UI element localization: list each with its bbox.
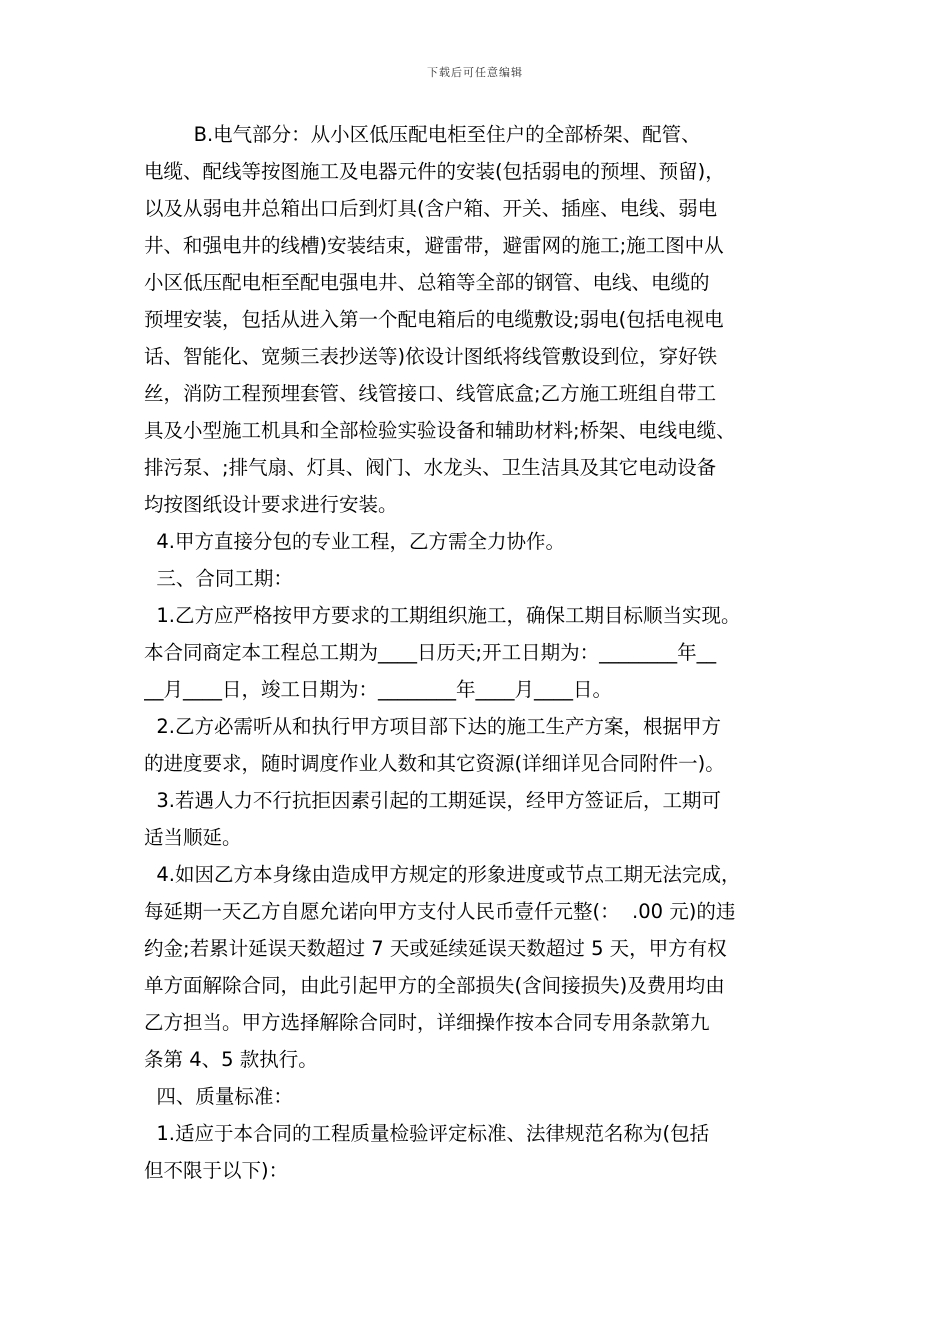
text-line: 1.乙方应严格按甲方要求的工期组织施工，确保工期目标顺当实现。 [144,604,741,627]
text-line: 预埋安装，包括从进入第一个配电箱后的电缆敷设;弱电(包括电视电 [144,308,724,331]
text-line: 的进度要求，随时调度作业人数和其它资源(详细详见合同附件一)。 [144,752,725,775]
text-line: 话、智能化、宽频三表抄送等)依设计图纸将线管敷设到位，穿好铁 [144,345,718,368]
text-line: 排污泵、;排气扇、灯具、阀门、水龙头、卫生洁具及其它电动设备 [144,456,717,479]
text-line: 1.适应于本合同的工程质量检验评定标准、法律规范名称为(包括 [144,1122,710,1145]
document-body [144,116,830,1189]
text-line: 3.若遇人力不行抗拒因素引起的工期延误，经甲方签证后，工期可 [144,789,722,812]
text-line: 井、和强电井的线槽)安装结束，避雷带，避雷网的施工;施工图中从 [144,234,724,257]
text-line: 4.如因乙方本身缘由造成甲方规定的形象进度或节点工期无法完成， [144,863,741,886]
text-line: 丝，消防工程预埋套管、线管接口、线管底盒;乙方施工班组自带工 [144,382,717,405]
text-line: 每延期一天乙方自愿允诺向甲方支付人民币壹仟元整(： .00 元)的违 [144,900,736,923]
text-line: 本合同商定本工程总工期为____日历天;开工日期为：________年__ [144,641,717,664]
page-header: 下载后可任意编辑 [427,66,523,79]
section-heading: 四、质量标准： [144,1085,293,1108]
text-line: B.电气部分：从小区低压配电柜至住户的全部桥架、配管、 [144,123,701,146]
text-line: 以及从弱电井总箱出口后到灯具(含户箱、开关、插座、电线、弱电 [144,197,718,220]
text-line: 条第 4、5 款执行。 [144,1048,318,1071]
text-line: 均按图纸设计要求进行安装。 [144,493,398,516]
text-line: 小区低压配电柜至配电强电井、总箱等全部的钢管、电线、电缆的 [144,271,710,294]
text-line: 具及小型施工机具和全部检验实验设备和辅助材料;桥架、电线电缆、 [144,419,736,442]
text-line: 电缆、配线等按图施工及电器元件的安装(包括弱电的预埋、预留)， [144,160,725,183]
section-heading: 三、合同工期： [144,567,293,590]
text-line: 4.甲方直接分包的专业工程，乙方需全力协作。 [144,530,566,553]
text-line: 约金;若累计延误天数超过 7 天或延续延误天数超过 5 天，甲方有权 [144,937,727,960]
text-line: 单方面解除合同，由此引起甲方的全部损失(含间接损失)及费用均由 [144,974,725,997]
text-line: 2.乙方必需听从和执行甲方项目部下达的施工生产方案，根据甲方 [144,715,722,738]
text-line: 乙方担当。甲方选择解除合同时，详细操作按本合同专用条款第九 [144,1011,710,1034]
text-line: 适当顺延。 [144,826,242,849]
text-line: __月____日，竣工日期为：________年____月____日。 [144,678,613,701]
text-line: 但不限于以下)： [144,1159,289,1182]
